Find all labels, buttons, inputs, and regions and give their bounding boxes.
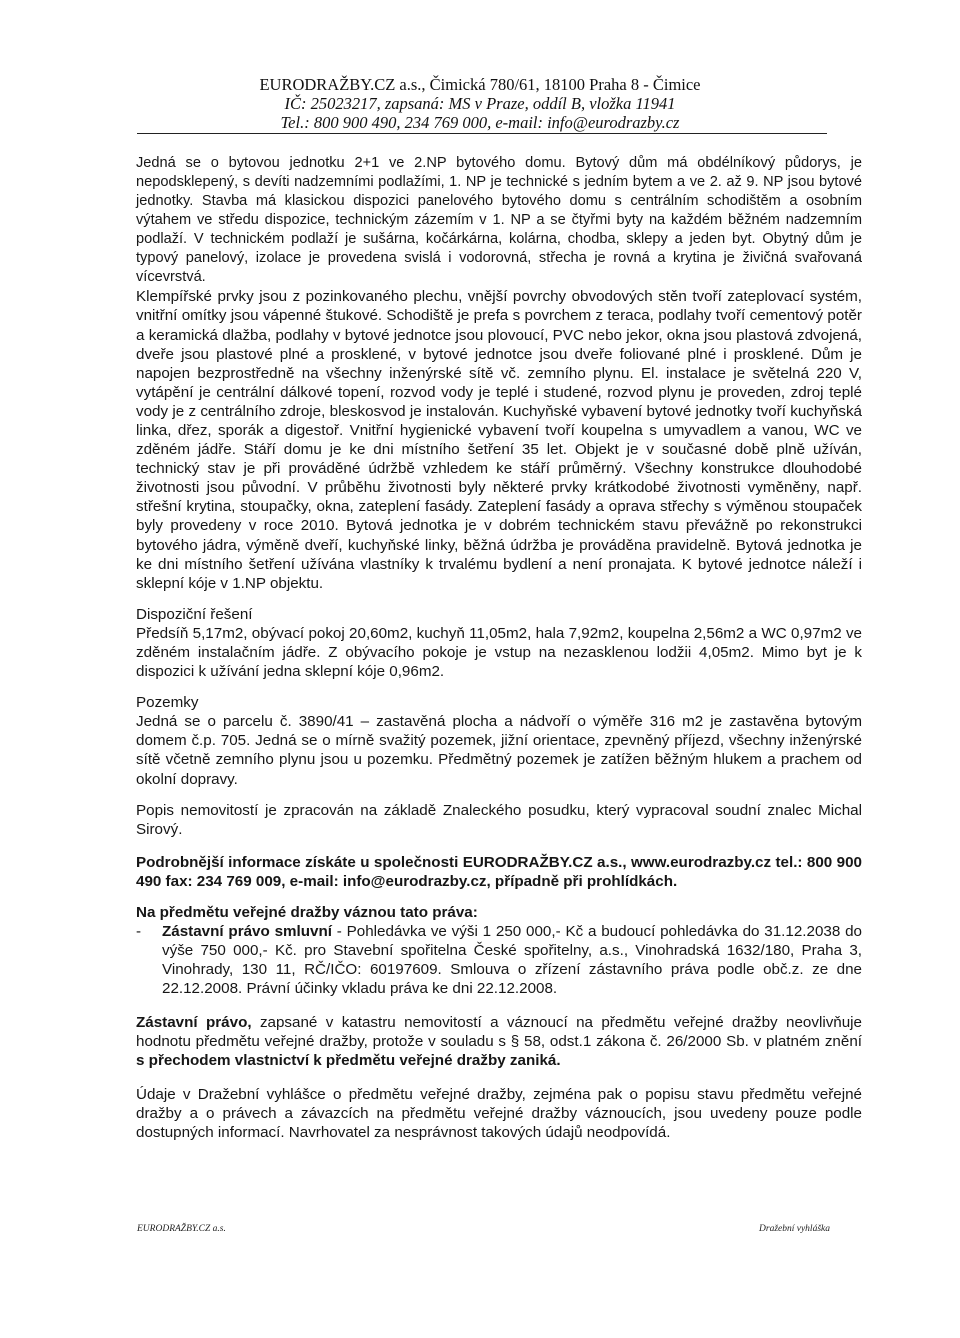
company-registration: IČ: 25023217, zapsaná: MS v Praze, oddíl B, vložka 11941 [284,94,676,113]
list-dash: - [136,923,142,941]
disclaimer: Údaje v Dražební vyhlášce o předmětu veřejné dražby, zejména pak o popisu stavu předmětu veřejné dražby a o právech a závazcích na předmětu veřejné dražby váznoucích, jsou uvedeny pouze podle dostupných informací. Navrhovatel za nesprávnost takových údajů neodpovídá. [136,1085,862,1142]
property-description-paragraph: Jedná se o bytovou jednotku 2+1 ve 2.NP bytového domu. Bytový dům má obdélníkový půdorys, je nepodsklepený, s devíti nadzemními podlažími, 1. NP je technické s jedním bytem a ve 2. až 9. NP jsou bytové jednotky. Stavba má klasickou dispozici panelového bytového domu s centrálním schodištěm a osobním výtahem ve středu dispozice, technickým zázemím v 1. NP a se čtyřmi byty na každém běžném nadzemním podlaží. V technickém podlaží je sušárna, kočárkárna, kolárna, chodba, sklepy a jeden byt. Obytný dům je typový panelový, izolace je provedena svislá i vodorovná, střecha je rovná a krytina je živičná svařovaná vícevrstvá. [136,155,862,286]
company-header [0,75,960,132]
company-contact: Tel.: 800 900 490, 234 769 000, e-mail: info@eurodrazby.cz [280,113,680,132]
property-details-paragraph: Klempířské prvky jsou z pozinkovaného plechu, vnější povrchy obvodových stěn tvoří zateplovací systém, vnitřní omítky jsou vápenné štukové. Schodiště je prefa s povrchem z teraca, podlahy tvoří cementový potěr a keramická dlažba, podlahy v bytové jednotce jsou plovoucí, PVC nebo jekor, okna jsou plastová zdvojená, dveře jsou plastové plné a prosklené, v bytové jednotce jsou dveře foliované plné i prosklené. Dům je napojen bezprostředně na všechny inženýrské sítě vč. zemního plynu. El. instalace je světelná 220 V, vytápění je centrální dálkové topení, rozvod vody je teplé i studené, rozvod plynu je proveden, zdroj teplé vody je z centrálního zdroje, bleskosvod je instalován. Kuchyňské vybavení bytové jednotky tvoří kuchyňská linka, dřez, sporák a digestoř. Vnitřní hygienické vybavení tvoří koupelna s umyvadlem a vanou, WC ve zděném jádře. Stáří domu je ke dni místního šetření 35 let. Objekt je v současné době plně užíván, technický stav je při prováděné údržbě vzhledem ke stáří průměrný. Všechny konstrukce dlouhodobé životnosti jsou původní. V průběhu životnosti byly některé prvky krátkodobé životnosti vyměněny, např. střešní krytina, stoupačky, okna, zateplení fasády. Zateplení fasády a oprava střechy s výměnou stoupaček byly provedeny v roce 2010. Bytová jednotka je v dobrém technickém stavu převážně po rekonstrukci bytového jádra, výměně dveří, kuchyňské linky, běžná údržba je prováděna pravidelně. Bytová jednotka je ke dni místního šetření užívána vlastníky k trvalému bydlení a není pronajata. K bytové jednotce náleží i sklepní kóje v 1.NP objektu. [136,288,862,592]
footer-document-title: Dražební vyhláška [759,1224,830,1234]
pledge-note-conclusion: s přechodem vlastnictví k předmětu veřejné dražby zaniká. [136,1051,561,1069]
source-note: Popis nemovitostí je zpracován na základě Znaleckého posudku, který vypracoval soudní znalec Michal Sirový. [136,801,862,838]
layout-text: Předsíň 5,17m2, obývací pokoj 20,60m2, kuchyň 11,05m2, hala 7,92m2, koupelna 2,56m2 a WC 0,97m2 ve zděném instalačním jádře. Z obývacího pokoje je vstup na nezasklenou lodžii 4,05m2. Mimo byt je k dispozici k užívání jedna sklepní kóje 0,96m2. [136,624,862,681]
lien-item [136,922,862,998]
liens-heading: Na předmětu veřejné dražby váznou tato práva: [136,904,478,922]
footer-company: EURODRAŽBY.CZ a.s. [137,1224,226,1234]
company-address: EURODRAŽBY.CZ a.s., Čimická 780/61, 18100 Praha 8 - Čimice [259,75,701,94]
lien-details: - Pohledávka ve výši 1 250 000,- Kč a budoucí pohledávka do 31.12.2038 do výše 750 000,- Kč. pro Stavební spořitelna České spořitelny, a.s., Vinohradská 1632/180, Praha 3, Vinohrady, 130 11, RČ/IČO: 60197609. Smlouva o zřízení zástavního práva podle obč.z. ze dne 22.12.2008. Právní účinky vkladu práva ke dni 22.12.2008. [162,923,862,998]
header-divider [137,133,827,134]
land-text: Jedná se o parcelu č. 3890/41 – zastavěná plocha a nádvoří o výměře 316 m2 je zastavěna bytovým domem č.p. 705. Jedná se o mírně svažitý pozemek, jižní orientace, zpevněný příjezd, všechny inženýrské sítě včetně zemního plynu jsou u pozemku. Předmětný pozemek je zatížen běžným hlukem a prachem od okolní dopravy. [136,713,862,788]
pledge-note-lead: Zástavní právo, [136,1013,252,1031]
document-body [136,154,862,1142]
contact-info: Podrobnější informace získáte u společnosti EURODRAŽBY.CZ a.s., www.eurodrazby.cz tel.: 800 900 490 fax: 234 769 009, e-mail: info@eurodrazby.cz, případně při prohlídkách. [136,853,862,890]
pledge-note [136,1013,862,1070]
lien-type: Zástavní právo smluvní [162,923,332,941]
pledge-note-middle: zapsané v katastru nemovitostí a váznoucí na předmětu veřejné dražby neovlivňuje hodnotu předmětu veřejné dražby, protože v souladu s § 58, odst.1 zákona č. 26/2000 Sb. v platném znění [136,1013,862,1050]
land-heading: Pozemky [136,694,199,712]
layout-heading: Dispoziční řešení [136,605,253,623]
